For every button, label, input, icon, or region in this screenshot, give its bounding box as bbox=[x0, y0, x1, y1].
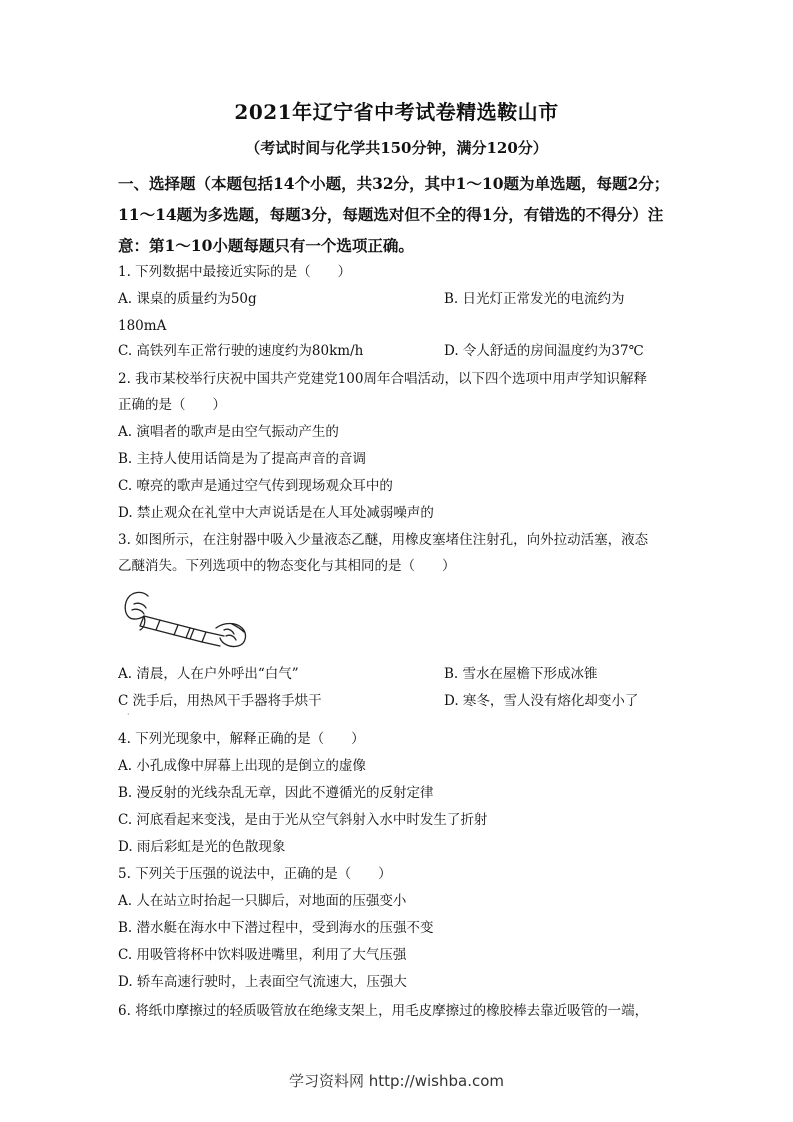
q1-stem: 1. 下列数据中最接近实际的是（ ） bbox=[118, 264, 352, 280]
q4-option-a: A. 小孔成像中屏幕上出现的是倒立的虚像 bbox=[118, 758, 366, 774]
q1-option-b-cont: 180mA bbox=[118, 318, 167, 334]
q3-option-c: C 洗手后，用热风干手器将手烘干 bbox=[118, 693, 322, 709]
exam-info: （考试时间与化学共150分钟，满分120分） bbox=[245, 139, 548, 157]
syringe-barrel bbox=[140, 616, 206, 642]
q1-option-b: B. 日光灯正常发光的电流约为 bbox=[444, 291, 625, 307]
footer-watermark[interactable]: 学习资料网 http://wishba.com bbox=[289, 1072, 504, 1090]
q4-stem: 4. 下列光现象中，解释正确的是（ ） bbox=[118, 731, 365, 747]
section-header: 一、选择题（本题包括14个小题，共32分，其中1～10题为单选题，每题2分；11～14题为多选题，每题3分，每题选对但不全的得1分，有错选的不得分）注意：第1～10小题每题只有一个选项正确。 bbox=[118, 174, 670, 255]
q5-option-c: C. 用吸管将杯中饮料吸进嘴里，利用了大气压强 bbox=[118, 947, 407, 963]
q1-option-d: D. 令人舒适的房间温度约为37℃ bbox=[444, 343, 644, 359]
q6-stem: 6. 将纸巾摩擦过的轻质吸管放在绝缘支架上，用毛皮摩擦过的橡胶棒去靠近吸管的一端， bbox=[118, 1003, 649, 1019]
q1-option-c: C. 高铁列车正常行驶的速度约为80km/h bbox=[118, 343, 364, 359]
q3-option-b: B. 雪水在屋檐下形成冰锥 bbox=[444, 666, 598, 682]
q5-option-d: D. 轿车高速行驶时，上表面空气流速大，压强大 bbox=[118, 974, 407, 990]
q4-option-c: C. 河底看起来变浅，是由于光从空气斜射入水中时发生了折射 bbox=[118, 812, 488, 828]
q2-option-b: B. 主持人使用话筒是为了提高声音的音调 bbox=[118, 451, 367, 467]
syringe-figure bbox=[120, 584, 250, 648]
page-title: 2021年辽宁省中考试卷精选鞍山市 bbox=[234, 100, 559, 124]
q2-stem-line1: 2. 我市某校举行庆祝中国共产党建党100周年合唱活动，以下四个选项中用声学知识解释 bbox=[118, 371, 647, 387]
q4-option-d: D. 雨后彩虹是光的色散现象 bbox=[118, 839, 286, 855]
q2-stem-line2: 正确的是（ ） bbox=[118, 397, 226, 413]
q3-option-d: D. 寒冬，雪人没有熔化却变小了 bbox=[444, 693, 639, 709]
q3-stem-line1: 3. 如图所示，在注射器中吸入少量液态乙醚，用橡皮塞堵住注射孔，向外拉动活塞，液态 bbox=[118, 532, 649, 548]
q2-option-c: C. 嘹亮的歌声是通过空气传到现场观众耳中的 bbox=[118, 478, 393, 494]
q4-option-b: B. 漫反射的光线杂乱无章，因此不遵循光的反射定律 bbox=[118, 785, 434, 801]
q3-option-a: A. 清晨，人在户外呼出“白气” bbox=[118, 666, 299, 682]
q5-option-b: B. 潜水艇在海水中下潜过程中，受到海水的压强不变 bbox=[118, 920, 434, 936]
q1-option-a: A. 课桌的质量约为50g bbox=[118, 291, 257, 307]
left-hand-outline bbox=[125, 598, 144, 619]
q2-option-d: D. 禁止观众在礼堂中大声说话是在人耳处减弱噪声的 bbox=[118, 505, 434, 521]
q2-option-a: A. 演唱者的歌声是由空气振动产生的 bbox=[118, 424, 339, 440]
q3-stem-line2: 乙醚消失。下列选项中的物态变化与其相同的是（ ） bbox=[118, 558, 456, 574]
q5-stem: 5. 下列关于压强的说法中，正确的是（ ） bbox=[118, 866, 392, 882]
q5-option-a: A. 人在站立时抬起一只脚后，对地面的压强变小 bbox=[118, 893, 407, 909]
stray-mark: · bbox=[127, 710, 130, 719]
